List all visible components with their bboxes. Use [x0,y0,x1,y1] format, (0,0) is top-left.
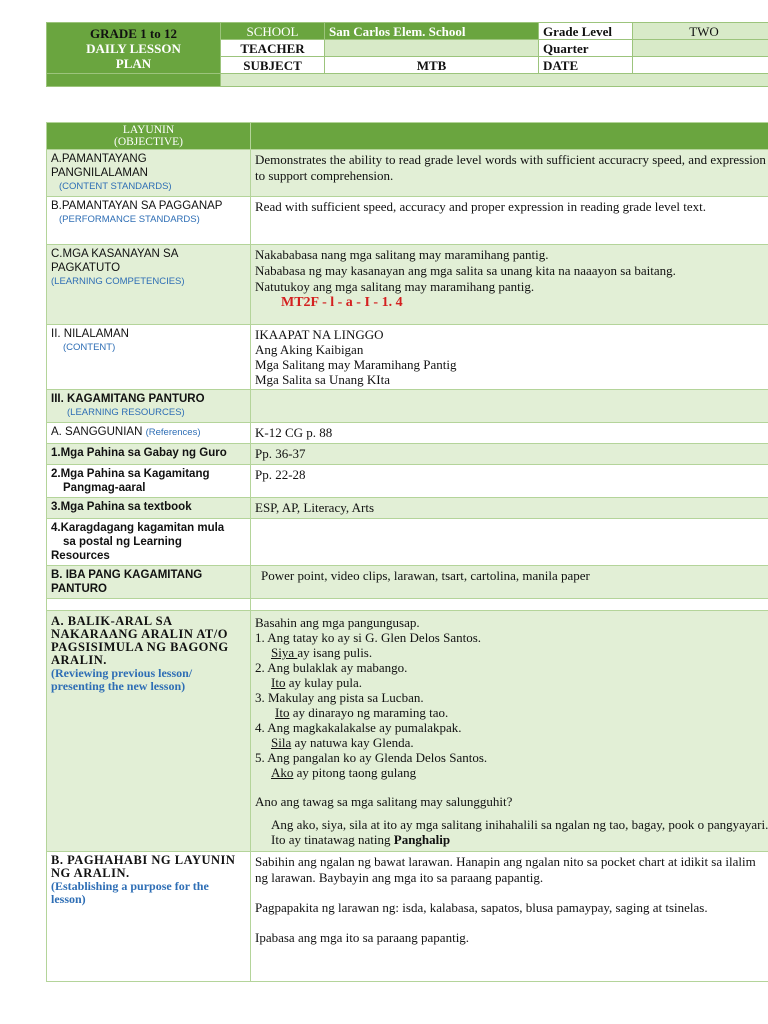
purpose-p2: Pagpapakita ng larawan ng: isda, kalabasa, sapatos, blusa pamaypay, saging at tsinelas. [255,900,708,915]
title-line2: DAILY LESSON [86,40,181,56]
objective-header-line1: LAYUNIN [122,124,175,136]
subject-label: SUBJECT [221,57,325,74]
competencies-sub: (LEARNING COMPETENCIES) [51,276,185,287]
review-title: A. BALIK-ARAL SA NAKARAANG ARALIN AT/O PAGSISIMULA NG BAGONG ARALIN. [51,614,229,667]
header-footer-right [221,74,768,87]
title-line1: GRADE 1 to 12 [89,25,178,41]
purpose-content [251,852,768,982]
review-content [251,611,768,852]
spacer-right [251,599,768,611]
competency-code: MT2F - l - a - I - 1. 4 [281,295,403,310]
content-standards-label [47,150,251,197]
header-table [46,22,768,87]
references-label [47,423,251,444]
grade-value: TWO [633,23,768,40]
review-answer-bold: Panghalip [393,832,451,847]
content-label [47,325,251,390]
review-answer-text: Ang ako, siya, sila at ito ay mga salitang inihahalili sa ngalan ng tao, bagay, pook o pangyayari. Ito ay tinatawag nating [271,817,768,847]
references-title: A. SANGGUNIAN [51,426,143,438]
review-s5-rest: ay pitong taong gulang [293,765,417,780]
review-s4-pronoun: Sila [271,735,292,750]
date-value [633,57,768,74]
review-s3-rest: ay dinarayo ng maraming tao. [289,705,449,720]
additional-materials-label [47,519,251,566]
competencies-label [47,245,251,325]
review-intro: Basahin ang mga pangungusap. [255,615,420,630]
date-label: DATE [539,57,633,74]
review-label [47,611,251,852]
teacher-value [325,40,539,57]
subject-value: MTB [325,57,539,74]
objective-header-fill [251,123,768,150]
textbook-label: 3.Mga Pahina sa textbook [47,498,251,519]
quarter-value [633,40,768,57]
references-text: K-12 CG p. 88 [251,423,768,444]
review-s3-pronoun: Ito [275,705,290,720]
review-s2-rest: ay kulay pula. [285,675,362,690]
competency-3: Natutukoy ang mga salitang may maramihang pantig. [255,279,535,294]
learner-materials-line1: 2.Mga Pahina sa Kagamitang [51,468,210,480]
review-answer [255,817,768,847]
header-footer-left [47,74,221,87]
content-line2: Ang Aking Kaibigan [255,342,364,357]
other-materials-label: B. IBA PANG KAGAMITANG PANTURO [47,566,251,599]
content-standards-sub: (CONTENT STANDARDS) [59,181,172,192]
review-s2-pronoun: Ito [271,675,286,690]
competencies-text [251,245,768,325]
additional-materials-line3: Resources [51,550,110,562]
title-line3: PLAN [115,55,152,71]
resources-label [47,390,251,423]
content-text [251,325,768,390]
performance-standards-label [47,197,251,245]
teacher-guide-label: 1.Mga Pahina sa Gabay ng Guro [47,444,251,465]
performance-standards-title: B.PAMANTAYAN SA PAGGANAP [51,200,223,212]
review-s1-pronoun: Siya [271,645,298,660]
resources-fill [251,390,768,423]
competencies-title: C.MGA KASANAYAN SA PAGKATUTO [51,248,178,274]
content-line3: Mga Salitang may Maramihang Pantig [255,357,457,372]
purpose-p1: Sabihin ang ngalan ng bawat larawan. Hanapin ang ngalan nito sa pocket chart at idikit sa ilalim ng larawan. Baybayin ang mga ito sa paraang papantig. [255,854,756,885]
content-sub: (CONTENT) [63,342,116,353]
additional-materials-text [251,519,768,566]
review-s5: 5. Ang pangalan ko ay Glenda Delos Santos. [255,750,488,765]
school-value: San Carlos Elem. School [325,23,539,40]
review-question: Ano ang tawag sa mga salitang may salungguhit? [255,794,513,809]
teacher-guide-text: Pp. 36-37 [251,444,768,465]
grade-label: Grade Level [539,23,633,40]
dlp-title [47,23,221,74]
content-title: II. NILALAMAN [51,328,129,340]
content-line1: IKAAPAT NA LINGGO [255,327,384,342]
objective-header-line2: (OBJECTIVE) [114,136,183,148]
review-s4-rest: ay natuwa kay Glenda. [291,735,414,750]
resources-sub: (LEARNING RESOURCES) [67,407,185,418]
other-materials-text: Power point, video clips, larawan, tsart, cartolina, manila paper [251,566,768,599]
quarter-label: Quarter [539,40,633,57]
learner-materials-text: Pp. 22-28 [251,465,768,498]
additional-materials-line2: sa postal ng Learning [63,536,182,548]
review-s1-rest: ay isang pulis. [297,645,373,660]
purpose-p3: Ipabasa ang mga ito sa paraang papantig. [255,930,470,945]
purpose-title: B. PAGHAHABI NG LAYUNIN NG ARALIN. [51,853,236,880]
additional-materials-line1: 4.Karagdagang kagamitan mula [51,522,225,534]
purpose-sub: (Establishing a purpose for the lesson) [51,879,209,906]
lesson-table [46,122,768,982]
content-standards-text: Demonstrates the ability to read grade level words with sufficient accuracry speed, and expression to support comprehension. [251,150,768,197]
review-s4: 4. Ang magkakalakalse ay pumalakpak. [255,720,462,735]
review-sub: (Reviewing previous lesson/ presenting the new lesson) [51,666,193,693]
content-line4: Mga Salita sa Unang KIta [255,372,391,387]
performance-standards-text: Read with sufficient speed, accuracy and proper expression in reading grade level text. [251,197,768,245]
school-label: SCHOOL [221,23,325,40]
review-s2: 2. Ang bulaklak ay mabango. [255,660,408,675]
review-s5-pronoun: Ako [271,765,294,780]
resources-title: III. KAGAMITANG PANTURO [51,393,205,405]
content-standards-title: A.PAMANTAYANG PANGNILALAMAN [51,153,148,179]
teacher-label: TEACHER [221,40,325,57]
learner-materials-label [47,465,251,498]
learner-materials-line2: Pangmag-aaral [63,482,146,494]
references-sub: (References) [145,427,201,438]
spacer-left [47,599,251,611]
competency-1: Nakababasa nang mga salitang may maramihang pantig. [255,247,549,262]
competency-2: Nababasa ng may kasanayan ang mga salita sa unang kita na naaayon sa baitang. [255,263,676,278]
objective-header [47,123,251,150]
review-s1: 1. Ang tatay ko ay si G. Glen Delos Santos. [255,630,482,645]
purpose-label [47,852,251,982]
review-s3: 3. Makulay ang pista sa Lucban. [255,690,424,705]
performance-standards-sub: (PERFORMANCE STANDARDS) [59,214,200,225]
textbook-text: ESP, AP, Literacy, Arts [251,498,768,519]
